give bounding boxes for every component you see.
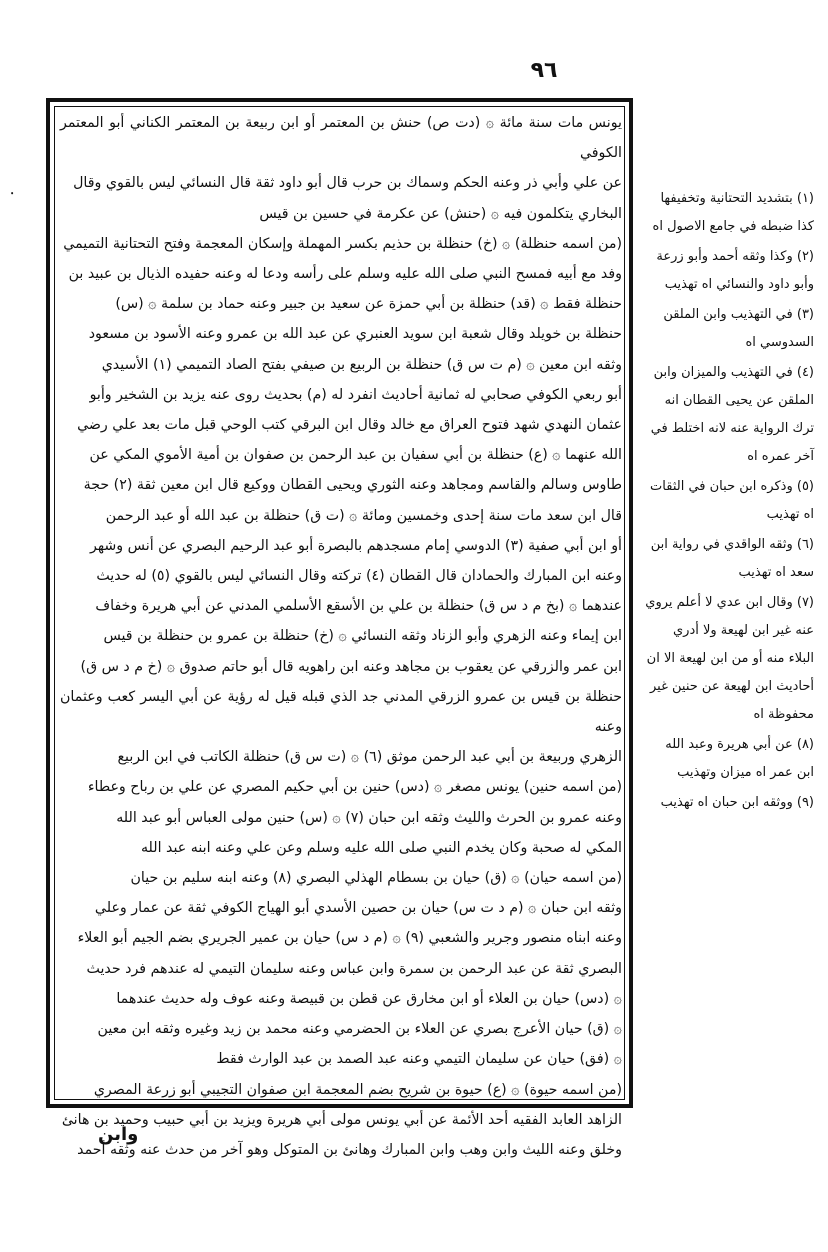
text-line: أبو ربعي الكوفي صحابي له ثمانية أحاديث انفرد له (م) بحديث روى عنه يزيد بن الشخير وأبو [89,386,622,403]
footnote: (٨) عن أبي هريرة وعبد الله ابن عمر اه ميزان وتهذيب [665,737,814,780]
footnote: (٥) وذكره ابن حبان في الثقات اه تهذيب [650,479,814,522]
footnote: (٦) وثقه الواقدي في رواية ابن سعد اه تهذيب [650,537,814,580]
footnote: (٩) ووثقه ابن حبان اه تهذيب [660,795,814,810]
text-line: البخاري يتكلمون فيه ۞ (حنش) عن عكرمة في حسين بن قيس [259,205,622,222]
text-line: عثمان النهدي شهد فتوح العراق مع خالد وقال ابن البرقي كتب الوحي قبل مات بعد علي رضي [77,417,622,434]
text-line: وعنه ابناه منصور وجرير والشعبي (٩) ۞ (م د س) حيان بن عمير الجريري بضم الجيم أبو العلاء [77,930,622,947]
text-line: وثقه ابن حبان ۞ (م د ت س) حيان بن حصين الأسدي أبو الهياج الكوفي ثقة عن عمار وعلي [94,900,622,917]
text-line: قال ابن سعد مات سنة إحدى وخمسين ومائة ۞ (ت ق) حنظلة بن عبد الله أو عبد الرحمن [105,507,622,524]
text-line: يونس مات سنة مائة ۞ (دت ص) حنش بن المعتمر أو ابن ربيعة بن المعتمر الكناني أبو المعتمر الكوفي [60,115,622,162]
text-line: وعنه ابن المبارك والحمادان قال القطان (٤) تركته وقال النسائي ليس بالقوي (٥) له حديث [96,568,622,585]
text-line: ابن عمر والزرقي عن يعقوب بن مجاهد وعنه ابن راهويه قال أبو حاتم صدوق ۞ (خ م د س ق) [80,658,622,675]
text-line: أو ابن أبي صفية (٣) الدوسي إمام مسجدهم بالبصرة أبو عبد الرحيم البصري عن أنس وشهر [90,537,622,554]
text-line: ابن إيماء وعنه الزهري وأبو الزناد وثقه النسائي ۞ (خ) حنظلة بن عمرو بن حنظلة بن قيس [103,628,622,645]
text-line: حنظلة بن قيس بن عمرو الزرقي المدني جد الذي قبله قيل له رؤية عن أبي اليسر كعب وعثمان وعنه [60,688,622,736]
footnote: (٢) وكذا وثقه أحمد وأبو زرعة وأبو داود والنسائي اه تهذيب [656,249,814,292]
text-line: عن علي وأبي ذر وعنه الحكم وسماك بن حرب قال أبو داود ثقة قال النسائي ليس بالقوي وقال [73,175,622,192]
text-line: البصري ثقة عن عبد الرحمن بن سمرة وابن عباس وعنه سليمان التيمي له عندهم فرد حديث [86,960,622,977]
text-line: ۞ (دس) حيان بن العلاء أو ابن مخارق عن قطن بن قبيصة وعنه عوف وله حديث عندهما [116,990,622,1007]
text-line: حنظلة فقط ۞ (قد) حنظلة بن أبي حمزة عن سعيد بن جبير وعنه حماد بن سلمة ۞ (س) [115,296,622,313]
text-line: الزاهد العابد الفقيه أحد الأئمة عن أبي يونس مولى أبي هريرة ويزيد بن أبي حبيب وحميد بن هانئ [61,1111,622,1128]
catchword: وابن [98,1124,139,1145]
text-line: المكي له صحبة وكان يخدم النبي صلى الله عليه وسلم وعن علي وعنه ابنه عبد الله [140,839,622,856]
text-line: ۞ (ق) حيان الأعرج بصري عن العلاء بن الحضرمي وعنه محمد بن زيد وغيره وثقه ابن معين [97,1021,622,1038]
footnote: (٣) في التهذيب وابن الملقن السدوسي اه [663,307,814,350]
text-line: طاوس وسالم والقاسم ومجاهد وعنه الثوري ويحيى القطان ووكيع قال ابن معين ثقة (٢) حجة [83,477,622,494]
footnote: (٤) في التهذيب والميزان وابن الملقن عن يحيى القطان انه ترك الرواية عنه لانه اختلط في آخر عمره اه [650,365,814,464]
text-line: عندهما ۞ (بخ م د س ق) حنظلة بن علي بن الأسقع الأسلمي المدني عن أبي هريرة وخفاف [95,598,622,615]
text-line: (من اسمه حيان) ۞ (ق) حيان بن بسطام الهذلي البصري (٨) وعنه ابنه سليم بن حيان [130,870,622,887]
main-text-block [60,108,622,1165]
marginal-notes [644,185,814,819]
text-line: وعنه عمرو بن الحرث والليث وثقه ابن حبان (٧) ۞ (س) حنين مولى العباس أبو عبد الله [116,809,622,826]
text-line: حنظلة بن خويلد وقال شعبة ابن سويد العنبري عن عبد الله بن عمرو وعنه الأسود بن مسعود [88,326,622,343]
page-number: ٩٦ [530,58,558,83]
footnote: (٧) وقال ابن عدي لا أعلم يروي عنه غير ابن لهيعة ولا أدري البلاء منه أو من ابن لهيعة الا ان أحاديث ابن لهيعة عن حنين غير محفوظة اه [645,595,814,722]
text-line: (من اسمه حنين) يونس مصغر ۞ (دس) حنين بن أبي حكيم المصري عن علي بن رباح وعطاء [87,779,622,796]
text-line: ۞ (فق) حيان عن سليمان التيمي وعنه عبد الصمد بن عبد الوارث فقط [216,1051,622,1068]
text-line: وفد مع أبيه فمسح النبي صلى الله عليه وسلم على رأسه ودعا له وعنه حفيده الذيال بن عبيد بن [68,266,622,283]
text-line: وثقه ابن معين ۞ (م ت س ق) حنظلة بن الربيع بن صيفي بفتح الصاد التميمي (١) الأسيدي [101,356,622,373]
text-line: (من اسمه حنظلة) ۞ (خ) حنظلة بن حذيم بكسر المهملة وإسكان المعجمة وفتح التحتانية التميمي [63,235,622,252]
text-line: (من اسمه حيوة) ۞ (ع) حيوة بن شريح بضم المعجمة ابن صفوان التجيبي أبو زرعة المصري [93,1081,622,1098]
text-line: وخلق وعنه الليث وابن وهب وابن المبارك وهانئ بن المتوكل وهو آخر من حدث عنه وثقه أحمد [77,1141,622,1158]
footnote: (١) بتشديد التحتانية وتخفيفها كذا ضبطه في جامع الاصول اه [652,191,814,234]
margin-mark: ⸱ [10,184,15,203]
text-line: الله عنهما ۞ (ع) حنظلة بن أبي سفيان بن عبد الرحمن بن صفوان بن أمية الأموي المكي عن [89,447,622,464]
text-line: الزهري وربيعة بن أبي عبد الرحمن موثق (٦) ۞ (ت س ق) حنظلة الكاتب في ابن الربيع [117,749,622,766]
